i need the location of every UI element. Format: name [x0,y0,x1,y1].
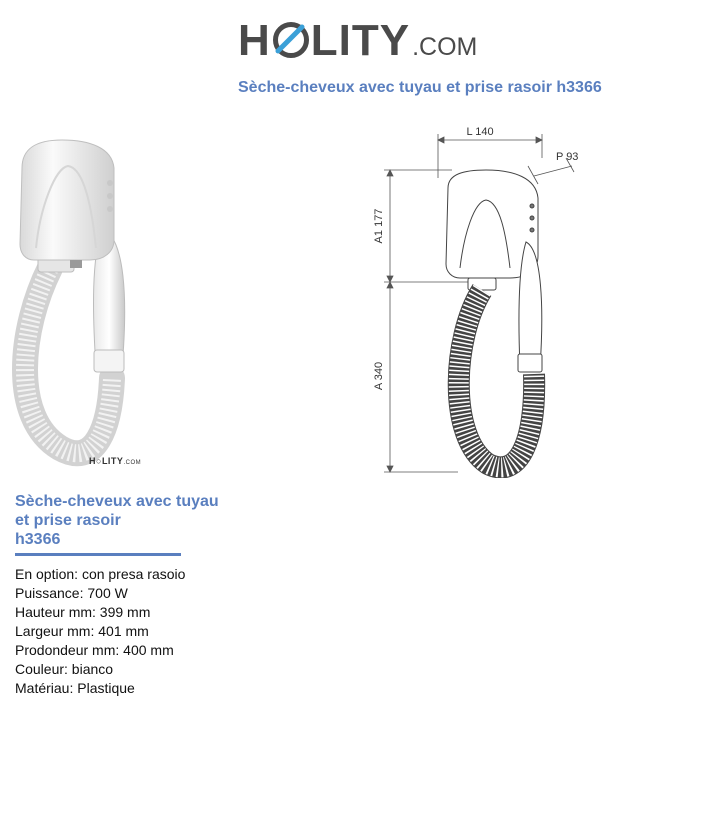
product-title [15,492,235,549]
title-divider [15,553,181,556]
logo-text-lity: LITY [310,16,411,65]
product-code: h3366 [15,531,61,548]
dimension-height-top-label: A1 177 [373,208,385,244]
dimension-width-label: L 140 [466,126,494,138]
spec-list [15,565,185,698]
photo-watermark-logo [89,456,141,466]
photo-logo-h: H [89,456,96,466]
spec-depth: Prodondeur mm: 400 mm [15,642,174,658]
spec-height: Hauteur mm: 399 mm [15,604,151,620]
spec-width: Largeur mm: 401 mm [15,623,149,639]
photo-logo-com: .COM [123,460,142,466]
dimension-height-bottom-label: A 340 [373,361,385,391]
photo-logo-o-icon: ○ [96,456,102,466]
product-title-line-1: Sèche-cheveux avec tuyau [15,493,219,510]
page-title: Sèche-cheveux avec tuyau et prise rasoir h3366 [238,79,602,96]
spec-color: Couleur: bianco [15,661,114,677]
logo-text-h: H [238,16,271,65]
technical-drawing [360,118,600,478]
logo-o-icon [272,21,310,59]
spec-material: Matériau: Plastique [15,680,135,696]
product-photo [0,128,175,473]
logo-text-com: .COM [412,33,478,61]
dimension-depth-label: P 93 [556,151,579,163]
holity-logo[interactable] [238,16,477,66]
spec-option: En option: con presa rasoio [15,566,186,582]
spec-power: Puissance: 700 W [15,585,128,601]
product-title-line-2: et prise rasoir [15,512,121,529]
photo-logo-lity: LITY [101,456,124,466]
